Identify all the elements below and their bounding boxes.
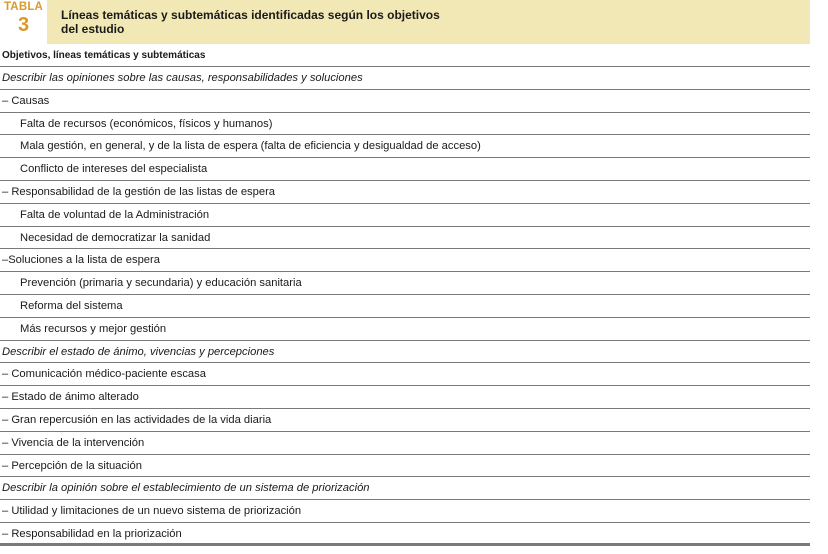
- column-header: Objetivos, líneas temáticas y subtemáticas: [0, 45, 810, 67]
- table-title: Líneas temáticas y subtemáticas identificadas según los objetivos del estudio: [61, 8, 440, 36]
- theme-row: – Causas: [0, 90, 810, 113]
- subtheme-row: Necesidad de democratizar la sanidad: [0, 227, 810, 250]
- subtheme-row: Mala gestión, en general, y de la lista de espera (falta de eficiencia y desigualdad de acceso): [0, 135, 810, 158]
- subtheme-row: Prevención (primaria y secundaria) y educación sanitaria: [0, 272, 810, 295]
- theme-row: – Estado de ánimo alterado: [0, 386, 810, 409]
- section-row: Describir la opinión sobre el establecimiento de un sistema de priorización: [0, 477, 810, 500]
- subtheme-row: Reforma del sistema: [0, 295, 810, 318]
- table-header: [0, 0, 810, 44]
- theme-row: – Responsabilidad en la priorización: [0, 523, 810, 546]
- subtheme-row: Falta de voluntad de la Administración: [0, 204, 810, 227]
- section-row: Describir las opiniones sobre las causas, responsabilidades y soluciones: [0, 67, 810, 90]
- theme-row: – Utilidad y limitaciones de un nuevo sistema de priorización: [0, 500, 810, 523]
- table-label-box: [0, 0, 47, 44]
- theme-row: – Responsabilidad de la gestión de las listas de espera: [0, 181, 810, 204]
- themes-table: [0, 45, 810, 546]
- theme-row: – Gran repercusión en las actividades de la vida diaria: [0, 409, 810, 432]
- table-title-bar: [47, 0, 810, 44]
- subtheme-row: Falta de recursos (económicos, físicos y humanos): [0, 113, 810, 136]
- section-row: Describir el estado de ánimo, vivencias y percepciones: [0, 341, 810, 364]
- subtheme-row: Más recursos y mejor gestión: [0, 318, 810, 341]
- subtheme-row: Conflicto de intereses del especialista: [0, 158, 810, 181]
- theme-row: – Vivencia de la intervención: [0, 432, 810, 455]
- table-number: 3: [17, 14, 30, 36]
- theme-row: – Comunicación médico-paciente escasa: [0, 363, 810, 386]
- table-label: TABLA: [3, 1, 44, 13]
- theme-row: – Percepción de la situación: [0, 455, 810, 478]
- theme-row: –Soluciones a la lista de espera: [0, 249, 810, 272]
